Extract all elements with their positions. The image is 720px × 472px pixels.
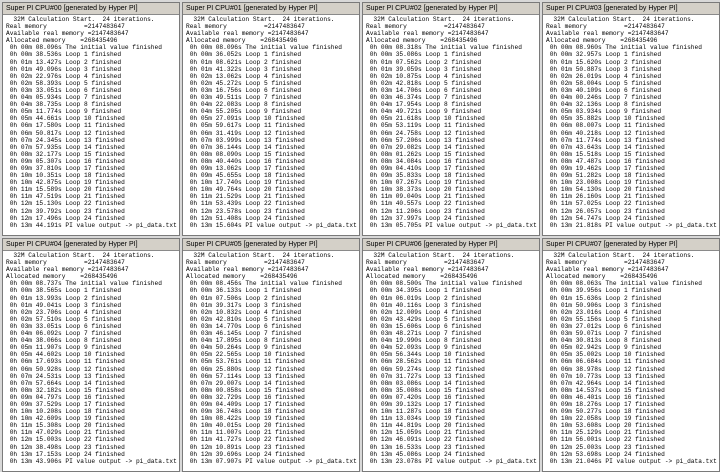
console-output xyxy=(3,251,179,472)
loop-line: 0h 05m 03.934s Loop 9 finished xyxy=(546,108,662,116)
loop-line: 0h 05m 11.774s Loop 9 finished xyxy=(6,108,122,116)
window-title[interactable]: Super PI CPU#05 [generated by Hyper PI] xyxy=(183,239,359,251)
loop-line: 0h 01m 40.116s Loop 3 finished xyxy=(366,301,482,309)
loop-line: 0h 03m 14.706s Loop 6 finished xyxy=(366,86,482,94)
loop-line: 0h 11m 40.557s Loop 22 finished xyxy=(366,200,485,208)
loop-line: 0h 02m 13.062s Loop 4 finished xyxy=(186,72,302,80)
header-line: Available real memory =2147483647 xyxy=(6,30,129,38)
loop-line: 0h 00m 38.536s Loop 1 finished xyxy=(6,51,122,59)
loop-line: 0h 04m 49.721s Loop 9 finished xyxy=(366,108,482,116)
loop-line: 0h 00m 32.957s Loop 1 finished xyxy=(546,51,662,59)
loop-line: 0h 04m 00.246s Loop 7 finished xyxy=(546,94,662,102)
superpi-window-cpu7[interactable] xyxy=(542,238,720,472)
loop-line: 0h 07m 11.774s Loop 13 finished xyxy=(546,136,665,144)
loop-line: 0h 02m 55.156s Loop 5 finished xyxy=(546,315,662,323)
loop-line: 0h 02m 45.272s Loop 5 finished xyxy=(186,79,302,87)
loop-line: 0h 02m 26.019s Loop 4 finished xyxy=(546,72,662,80)
loop-line: 0h 11m 47.029s Loop 21 finished xyxy=(6,429,125,437)
loop-line: 0h 08m 40.440s Loop 16 finished xyxy=(186,157,305,165)
header-line: Available real memory =2147483647 xyxy=(366,266,489,274)
loop-line: 0h 13m 21.046s PI value output -> pi_data.txt xyxy=(546,457,717,465)
loop-line: 0h 05m 11.907s Loop 9 finished xyxy=(6,344,122,352)
loop-line: 0h 13m 43.906s PI value output -> pi_data.txt xyxy=(6,457,177,465)
loop-line: 0h 03m 49.511s Loop 7 finished xyxy=(186,94,302,102)
loop-line: 0h 08m 00.858s Loop 15 finished xyxy=(186,386,305,394)
loop-line: 0h 13m 21.818s PI value output -> pi_data.txt xyxy=(546,221,717,229)
loop-line: 0h 00m 36.052s Loop 1 finished xyxy=(186,51,302,59)
loop-line: 0h 13m 16.533s Loop 23 finished xyxy=(366,443,485,451)
window-title[interactable]: Super PI CPU#06 [generated by Hyper PI] xyxy=(363,239,539,251)
header-line: Allocated memory =268435496 xyxy=(6,37,118,45)
window-title[interactable]: Super PI CPU#03 [generated by Hyper PI] xyxy=(543,3,719,15)
loop-line: 0h 00m 35.086s Loop 1 finished xyxy=(366,51,482,59)
loop-line: 0h 07m 42.964s Loop 14 finished xyxy=(546,379,665,387)
loop-line: 0h 00m 08.500s The initial value finished xyxy=(366,280,522,288)
header-line: Real memory =2147483647 xyxy=(546,23,665,31)
loop-line: 0h 01m 50.906s Loop 3 finished xyxy=(546,301,662,309)
loop-line: 0h 06m 06.684s Loop 11 finished xyxy=(546,358,665,366)
loop-line: 0h 05m 44.602s Loop 10 finished xyxy=(6,351,125,359)
header-line: Allocated memory =268435496 xyxy=(6,273,118,281)
header-line: 32M Calculation Start. 24 iterations. xyxy=(546,16,695,23)
loop-line: 0h 06m 17.693s Loop 11 finished xyxy=(6,358,125,366)
loop-line: 0h 11m 09.040s Loop 21 finished xyxy=(366,193,485,201)
loop-line: 0h 00m 39.956s Loop 1 finished xyxy=(546,287,662,295)
superpi-window-cpu2[interactable] xyxy=(362,2,540,236)
loop-line: 0h 12m 15.059s Loop 21 finished xyxy=(366,429,485,437)
loop-line: 0h 12m 51.408s Loop 24 finished xyxy=(186,214,305,222)
loop-line: 0h 02m 58.393s Loop 5 finished xyxy=(6,79,122,87)
loop-line: 0h 06m 28.562s Loop 11 finished xyxy=(366,358,485,366)
console-output xyxy=(363,15,539,236)
loop-line: 0h 08m 15.518s Loop 15 finished xyxy=(546,150,665,158)
loop-line: 0h 06m 25.880s Loop 12 finished xyxy=(186,365,305,373)
header-line: 32M Calculation Start. 24 iterations. xyxy=(186,16,335,23)
loop-line: 0h 01m 07.506s Loop 2 finished xyxy=(186,294,302,302)
loop-line: 0h 06m 38.978s Loop 12 finished xyxy=(546,365,665,373)
header-line: Available real memory =2147483647 xyxy=(546,30,669,38)
loop-line: 0h 03m 33.051s Loop 6 finished xyxy=(6,322,122,330)
header-line: Real memory =2147483647 xyxy=(186,259,305,267)
loop-line: 0h 12m 26.057s Loop 23 finished xyxy=(546,207,665,215)
loop-line: 0h 06m 57.206s Loop 13 finished xyxy=(366,136,485,144)
loop-line: 0h 09m 39.132s Loop 17 finished xyxy=(366,400,485,408)
loop-line: 0h 07m 03.999s Loop 13 finished xyxy=(186,136,305,144)
loop-line: 0h 06m 50.928s Loop 12 finished xyxy=(6,365,125,373)
loop-line: 0h 11m 26.160s Loop 21 finished xyxy=(546,193,665,201)
loop-line: 0h 11m 13.034s Loop 19 finished xyxy=(366,415,485,423)
loop-line: 0h 13m 44.191s PI value output -> pi_data.txt xyxy=(6,221,177,229)
loop-line: 0h 12m 39.696s Loop 24 finished xyxy=(186,450,305,458)
loop-line: 0h 10m 53.608s Loop 20 finished xyxy=(546,422,665,430)
loop-line: 0h 10m 42.609s Loop 19 finished xyxy=(6,415,125,423)
loop-line: 0h 03m 27.012s Loop 6 finished xyxy=(546,322,662,330)
loop-line: 0h 12m 46.091s Loop 22 finished xyxy=(366,436,485,444)
loop-line: 0h 05m 21.618s Loop 10 finished xyxy=(366,115,485,123)
header-line: Allocated memory =268435496 xyxy=(546,273,658,281)
loop-line: 0h 09m 50.277s Loop 18 finished xyxy=(546,408,665,416)
loop-line: 0h 11m 47.519s Loop 21 finished xyxy=(6,193,125,201)
loop-line: 0h 11m 44.819s Loop 20 finished xyxy=(366,422,485,430)
loop-line: 0h 01m 49.041s Loop 3 finished xyxy=(6,301,122,309)
loop-line: 0h 10m 49.764s Loop 20 finished xyxy=(186,186,305,194)
loop-line: 0h 07m 24.345s Loop 13 finished xyxy=(6,136,125,144)
header-line: 32M Calculation Start. 24 iterations. xyxy=(546,252,695,259)
header-line: Allocated memory =268435496 xyxy=(366,37,478,45)
loop-line: 0h 09m 35.833s Loop 18 finished xyxy=(366,172,485,180)
loop-line: 0h 09m 37.529s Loop 17 finished xyxy=(6,400,125,408)
loop-line: 0h 03m 59.071s Loop 7 finished xyxy=(546,330,662,338)
loop-line: 0h 06m 24.758s Loop 12 finished xyxy=(366,129,485,137)
loop-line: 0h 13m 15.604s PI value output -> pi_data.txt xyxy=(186,221,357,229)
header-line: Real memory =2147483647 xyxy=(186,23,305,31)
loop-line: 0h 10m 23.008s Loop 19 finished xyxy=(546,179,665,187)
loop-line: 0h 02m 10.832s Loop 4 finished xyxy=(186,308,302,316)
loop-line: 0h 13m 23.078s PI value output -> pi_data.txt xyxy=(366,457,537,465)
header-line: 32M Calculation Start. 24 iterations. xyxy=(6,16,155,23)
loop-line: 0h 12m 15.130s Loop 22 finished xyxy=(6,200,125,208)
loop-line: 0h 06m 50.817s Loop 12 finished xyxy=(6,129,125,137)
header-line: Allocated memory =268435496 xyxy=(546,37,658,45)
header-line: Available real memory =2147483647 xyxy=(186,30,309,38)
console-output xyxy=(3,15,179,236)
loop-line: 0h 12m 53.698s Loop 24 finished xyxy=(546,450,665,458)
superpi-window-cpu6[interactable] xyxy=(362,238,540,472)
loop-line: 0h 02m 42.818s Loop 5 finished xyxy=(366,79,482,87)
loop-line: 0h 12m 17.496s Loop 24 finished xyxy=(6,214,125,222)
loop-line: 0h 12m 39.792s Loop 23 finished xyxy=(6,207,125,215)
loop-line: 0h 08m 46.401s Loop 16 finished xyxy=(546,393,665,401)
loop-line: 0h 07m 57.664s Loop 14 finished xyxy=(6,379,125,387)
loop-line: 0h 11m 15.589s Loop 20 finished xyxy=(6,186,125,194)
loop-line: 0h 07m 36.144s Loop 14 finished xyxy=(186,143,305,151)
loop-line: 0h 01m 15.636s Loop 2 finished xyxy=(546,294,662,302)
loop-line: 0h 04m 50.264s Loop 9 finished xyxy=(186,344,302,352)
loop-line: 0h 09m 05.307s Loop 16 finished xyxy=(6,157,125,165)
loop-line: 0h 11m 57.025s Loop 22 finished xyxy=(546,200,665,208)
header-line: Available real memory =2147483647 xyxy=(366,30,489,38)
loop-line: 0h 05m 35.882s Loop 10 finished xyxy=(546,115,665,123)
loop-line: 0h 04m 05.934s Loop 7 finished xyxy=(6,94,122,102)
loop-line: 0h 04m 55.205s Loop 9 finished xyxy=(186,108,302,116)
loop-line: 0h 10m 17.740s Loop 19 finished xyxy=(186,179,305,187)
loop-line: 0h 01m 41.322s Loop 3 finished xyxy=(186,65,302,73)
loop-line: 0h 02m 12.009s Loop 4 finished xyxy=(366,308,482,316)
loop-line: 0h 05m 53.761s Loop 11 finished xyxy=(186,358,305,366)
loop-line: 0h 08m 08.090s Loop 15 finished xyxy=(186,150,305,158)
loop-line: 0h 01m 39.059s Loop 3 finished xyxy=(366,65,482,73)
loop-line: 0h 07m 10.773s Loop 13 finished xyxy=(546,372,665,380)
header-line: 32M Calculation Start. 24 iterations. xyxy=(186,252,335,259)
loop-line: 0h 04m 52.093s Loop 9 finished xyxy=(366,344,482,352)
loop-line: 0h 09m 13.062s Loop 17 finished xyxy=(186,164,305,172)
loop-line: 0h 11m 15.308s Loop 20 finished xyxy=(6,422,125,430)
console-output xyxy=(183,15,359,236)
loop-line: 0h 00m 34.395s Loop 1 finished xyxy=(366,287,482,295)
loop-line: 0h 07m 29.082s Loop 14 finished xyxy=(366,143,485,151)
loop-line: 0h 10m 54.130s Loop 20 finished xyxy=(546,186,665,194)
loop-line: 0h 04m 38.735s Loop 8 finished xyxy=(6,101,122,109)
loop-line: 0h 08m 32.177s Loop 15 finished xyxy=(6,150,125,158)
header-line: Real memory =2147483647 xyxy=(6,259,125,267)
loop-line: 0h 12m 25.003s Loop 23 finished xyxy=(546,443,665,451)
loop-line: 0h 11m 56.001s Loop 22 finished xyxy=(546,436,665,444)
loop-line: 0h 02m 43.429s Loop 5 finished xyxy=(366,315,482,323)
header-line: Real memory =2147483647 xyxy=(546,259,665,267)
loop-line: 0h 00m 08.737s The initial value finished xyxy=(6,280,162,288)
loop-line: 0h 09m 37.810s Loop 17 finished xyxy=(6,164,125,172)
loop-line: 0h 04m 30.813s Loop 8 finished xyxy=(546,337,662,345)
loop-line: 0h 03m 46.374s Loop 7 finished xyxy=(366,94,482,102)
loop-line: 0h 01m 39.317s Loop 3 finished xyxy=(186,301,302,309)
loop-line: 0h 10m 40.015s Loop 20 finished xyxy=(186,422,305,430)
loop-line: 0h 04m 22.083s Loop 8 finished xyxy=(186,101,302,109)
loop-line: 0h 04m 32.136s Loop 8 finished xyxy=(546,101,662,109)
loop-line: 0h 05m 27.091s Loop 10 finished xyxy=(186,115,305,123)
loop-line: 0h 11m 21.529s Loop 21 finished xyxy=(186,193,305,201)
loop-line: 0h 04m 17.954s Loop 8 finished xyxy=(366,101,482,109)
header-line: Allocated memory =268435496 xyxy=(186,273,298,281)
header-line: Allocated memory =268435496 xyxy=(366,273,478,281)
loop-line: 0h 13m 45.086s Loop 24 finished xyxy=(366,450,485,458)
loop-line: 0h 08m 32.182s Loop 15 finished xyxy=(6,386,125,394)
console-output xyxy=(543,15,719,236)
loop-line: 0h 06m 59.274s Loop 12 finished xyxy=(366,365,485,373)
superpi-window-cpu5[interactable] xyxy=(182,238,360,472)
header-line: Real memory =2147483647 xyxy=(366,23,485,31)
loop-line: 0h 07m 57.935s Loop 14 finished xyxy=(6,143,125,151)
loop-line: 0h 12m 15.003s Loop 22 finished xyxy=(6,436,125,444)
loop-line: 0h 00m 08.096s The initial value finished xyxy=(6,44,162,52)
superpi-window-cpu1[interactable] xyxy=(182,2,360,236)
loop-line: 0h 09m 04.410s Loop 17 finished xyxy=(366,164,485,172)
header-line: Real memory =2147483647 xyxy=(366,259,485,267)
header-line: 32M Calculation Start. 24 iterations. xyxy=(6,252,155,259)
loop-line: 0h 12m 23.578s Loop 23 finished xyxy=(186,207,305,215)
loop-line: 0h 03m 15.606s Loop 6 finished xyxy=(366,322,482,330)
loop-line: 0h 09m 04.797s Loop 16 finished xyxy=(6,393,125,401)
loop-line: 0h 06m 17.580s Loop 11 finished xyxy=(6,122,125,130)
loop-line: 0h 00m 08.456s The initial value finished xyxy=(186,280,342,288)
loop-line: 0h 00m 38.565s Loop 1 finished xyxy=(6,287,122,295)
loop-line: 0h 01m 08.621s Loop 2 finished xyxy=(186,58,302,66)
loop-line: 0h 08m 01.262s Loop 15 finished xyxy=(366,150,485,158)
header-line: Available real memory =2147483647 xyxy=(546,266,669,274)
loop-line: 0h 03m 48.271s Loop 7 finished xyxy=(366,330,482,338)
loop-line: 0h 02m 22.976s Loop 4 finished xyxy=(6,72,122,80)
loop-line: 0h 01m 13.427s Loop 2 finished xyxy=(6,58,122,66)
loop-line: 0h 10m 10.351s Loop 18 finished xyxy=(6,172,125,180)
loop-line: 0h 08m 14.537s Loop 15 finished xyxy=(546,386,665,394)
loop-line: 0h 08m 34.084s Loop 16 finished xyxy=(366,157,485,165)
loop-line: 0h 08m 32.729s Loop 16 finished xyxy=(186,393,305,401)
loop-line: 0h 03m 14.770s Loop 6 finished xyxy=(186,322,302,330)
loop-line: 0h 03m 16.756s Loop 6 finished xyxy=(186,86,302,94)
header-line: Allocated memory =268435496 xyxy=(186,37,298,45)
loop-line: 0h 06m 31.419s Loop 12 finished xyxy=(186,129,305,137)
loop-line: 0h 01m 49.096s Loop 3 finished xyxy=(6,65,122,73)
header-line: 32M Calculation Start. 24 iterations. xyxy=(366,16,515,23)
loop-line: 0h 01m 50.887s Loop 3 finished xyxy=(546,65,662,73)
loop-line: 0h 03m 40.109s Loop 6 finished xyxy=(546,86,662,94)
loop-line: 0h 09m 19.462s Loop 17 finished xyxy=(546,164,665,172)
loop-line: 0h 08m 47.487s Loop 16 finished xyxy=(546,157,665,165)
loop-line: 0h 00m 36.133s Loop 1 finished xyxy=(186,287,302,295)
loop-line: 0h 11m 11.007s Loop 21 finished xyxy=(186,429,305,437)
loop-line: 0h 10m 08.422s Loop 19 finished xyxy=(186,415,305,423)
loop-line: 0h 02m 23.016s Loop 4 finished xyxy=(546,308,662,316)
loop-line: 0h 09m 07.420s Loop 16 finished xyxy=(366,393,485,401)
loop-line: 0h 01m 15.620s Loop 2 finished xyxy=(546,58,662,66)
loop-line: 0h 09m 18.276s Loop 17 finished xyxy=(546,400,665,408)
loop-line: 0h 10m 11.287s Loop 18 finished xyxy=(366,408,485,416)
loop-line: 0h 06m 40.218s Loop 12 finished xyxy=(546,129,665,137)
loop-line: 0h 11m 41.727s Loop 22 finished xyxy=(186,436,305,444)
loop-line: 0h 04m 17.895s Loop 8 finished xyxy=(186,337,302,345)
console-output xyxy=(363,251,539,472)
loop-line: 0h 10m 22.058s Loop 19 finished xyxy=(546,415,665,423)
loop-line: 0h 13m 17.153s Loop 24 finished xyxy=(6,450,125,458)
loop-line: 0h 07m 29.007s Loop 14 finished xyxy=(186,379,305,387)
loop-line: 0h 10m 38.373s Loop 20 finished xyxy=(366,186,485,194)
loop-line: 0h 05m 44.661s Loop 10 finished xyxy=(6,115,125,123)
header-line: 32M Calculation Start. 24 iterations. xyxy=(366,252,515,259)
loop-line: 0h 11m 53.439s Loop 22 finished xyxy=(186,200,305,208)
loop-line: 0h 01m 07.562s Loop 2 finished xyxy=(366,58,482,66)
loop-line: 0h 08m 35.008s Loop 15 finished xyxy=(366,386,485,394)
loop-line: 0h 05m 22.565s Loop 10 finished xyxy=(186,351,305,359)
loop-line: 0h 12m 38.498s Loop 23 finished xyxy=(6,443,125,451)
loop-line: 0h 01m 13.993s Loop 2 finished xyxy=(6,294,122,302)
loop-line: 0h 03m 33.051s Loop 6 finished xyxy=(6,86,122,94)
loop-line: 0h 03m 46.145s Loop 7 finished xyxy=(186,330,302,338)
loop-line: 0h 01m 06.019s Loop 2 finished xyxy=(366,294,482,302)
loop-line: 0h 09m 36.748s Loop 18 finished xyxy=(186,408,305,416)
loop-line: 0h 02m 23.706s Loop 4 finished xyxy=(6,308,122,316)
loop-line: 0h 09m 45.655s Loop 18 finished xyxy=(186,172,305,180)
loop-line: 0h 12m 37.997s Loop 24 finished xyxy=(366,214,485,222)
loop-line: 0h 05m 56.344s Loop 10 finished xyxy=(366,351,485,359)
loop-line: 0h 05m 02.942s Loop 9 finished xyxy=(546,344,662,352)
loop-line: 0h 09m 51.282s Loop 18 finished xyxy=(546,172,665,180)
loop-line: 0h 10m 42.875s Loop 19 finished xyxy=(6,179,125,187)
loop-line: 0h 08m 03.086s Loop 14 finished xyxy=(366,379,485,387)
loop-line: 0h 04m 38.066s Loop 8 finished xyxy=(6,337,122,345)
loop-line: 0h 10m 07.267s Loop 19 finished xyxy=(366,179,485,187)
loop-line: 0h 12m 10.891s Loop 23 finished xyxy=(186,443,305,451)
superpi-window-cpu0[interactable] xyxy=(2,2,180,236)
header-line: Available real memory =2147483647 xyxy=(6,266,129,274)
loop-line: 0h 07m 43.643s Loop 14 finished xyxy=(546,143,665,151)
loop-line: 0h 06m 57.114s Loop 13 finished xyxy=(186,372,305,380)
loop-line: 0h 00m 08.096s The initial value finished xyxy=(186,44,342,52)
superpi-window-cpu3[interactable] xyxy=(542,2,720,236)
header-line: Available real memory =2147483647 xyxy=(186,266,309,274)
window-title[interactable]: Super PI CPU#01 [generated by Hyper PI] xyxy=(183,3,359,15)
window-title[interactable]: Super PI CPU#00 [generated by Hyper PI] xyxy=(3,3,179,15)
loop-line: 0h 07m 31.727s Loop 13 finished xyxy=(366,372,485,380)
loop-line: 0h 02m 10.875s Loop 4 finished xyxy=(366,72,482,80)
loop-line: 0h 02m 58.004s Loop 5 finished xyxy=(546,79,662,87)
loop-line: 0h 00m 08.063s The initial value finished xyxy=(546,280,702,288)
console-output xyxy=(183,251,359,472)
superpi-window-cpu4[interactable] xyxy=(2,238,180,472)
loop-line: 0h 09m 04.409s Loop 17 finished xyxy=(186,400,305,408)
loop-line: 0h 04m 19.990s Loop 8 finished xyxy=(366,337,482,345)
loop-line: 0h 10m 10.208s Loop 18 finished xyxy=(6,408,125,416)
loop-line: 0h 05m 35.002s Loop 10 finished xyxy=(546,351,665,359)
loop-line: 0h 07m 24.531s Loop 13 finished xyxy=(6,372,125,380)
loop-line: 0h 05m 53.119s Loop 11 finished xyxy=(366,122,485,130)
loop-line: 0h 02m 57.510s Loop 5 finished xyxy=(6,315,122,323)
loop-line: 0h 00m 08.960s The initial value finished xyxy=(546,44,702,52)
window-title[interactable]: Super PI CPU#07 [generated by Hyper PI] xyxy=(543,239,719,251)
window-title[interactable]: Super PI CPU#04 [generated by Hyper PI] xyxy=(3,239,179,251)
loop-line: 0h 11m 25.129s Loop 21 finished xyxy=(546,429,665,437)
loop-line: 0h 12m 11.206s Loop 23 finished xyxy=(366,207,485,215)
header-line: Real memory =2147483647 xyxy=(6,23,125,31)
loop-line: 0h 04m 06.092s Loop 7 finished xyxy=(6,330,122,338)
loop-line: 0h 02m 42.810s Loop 5 finished xyxy=(186,315,302,323)
loop-line: 0h 13m 07.907s PI value output -> pi_data.txt xyxy=(186,457,357,465)
loop-line: 0h 06m 08.007s Loop 11 finished xyxy=(546,122,665,130)
loop-line: 0h 00m 08.318s The initial value finished xyxy=(366,44,522,52)
loop-line: 0h 12m 54.747s Loop 24 finished xyxy=(546,214,665,222)
loop-line: 0h 13m 05.705s PI value output -> pi_data.txt xyxy=(366,221,537,229)
window-title[interactable]: Super PI CPU#02 [generated by Hyper PI] xyxy=(363,3,539,15)
console-output xyxy=(543,251,719,472)
loop-line: 0h 05m 59.617s Loop 11 finished xyxy=(186,122,305,130)
